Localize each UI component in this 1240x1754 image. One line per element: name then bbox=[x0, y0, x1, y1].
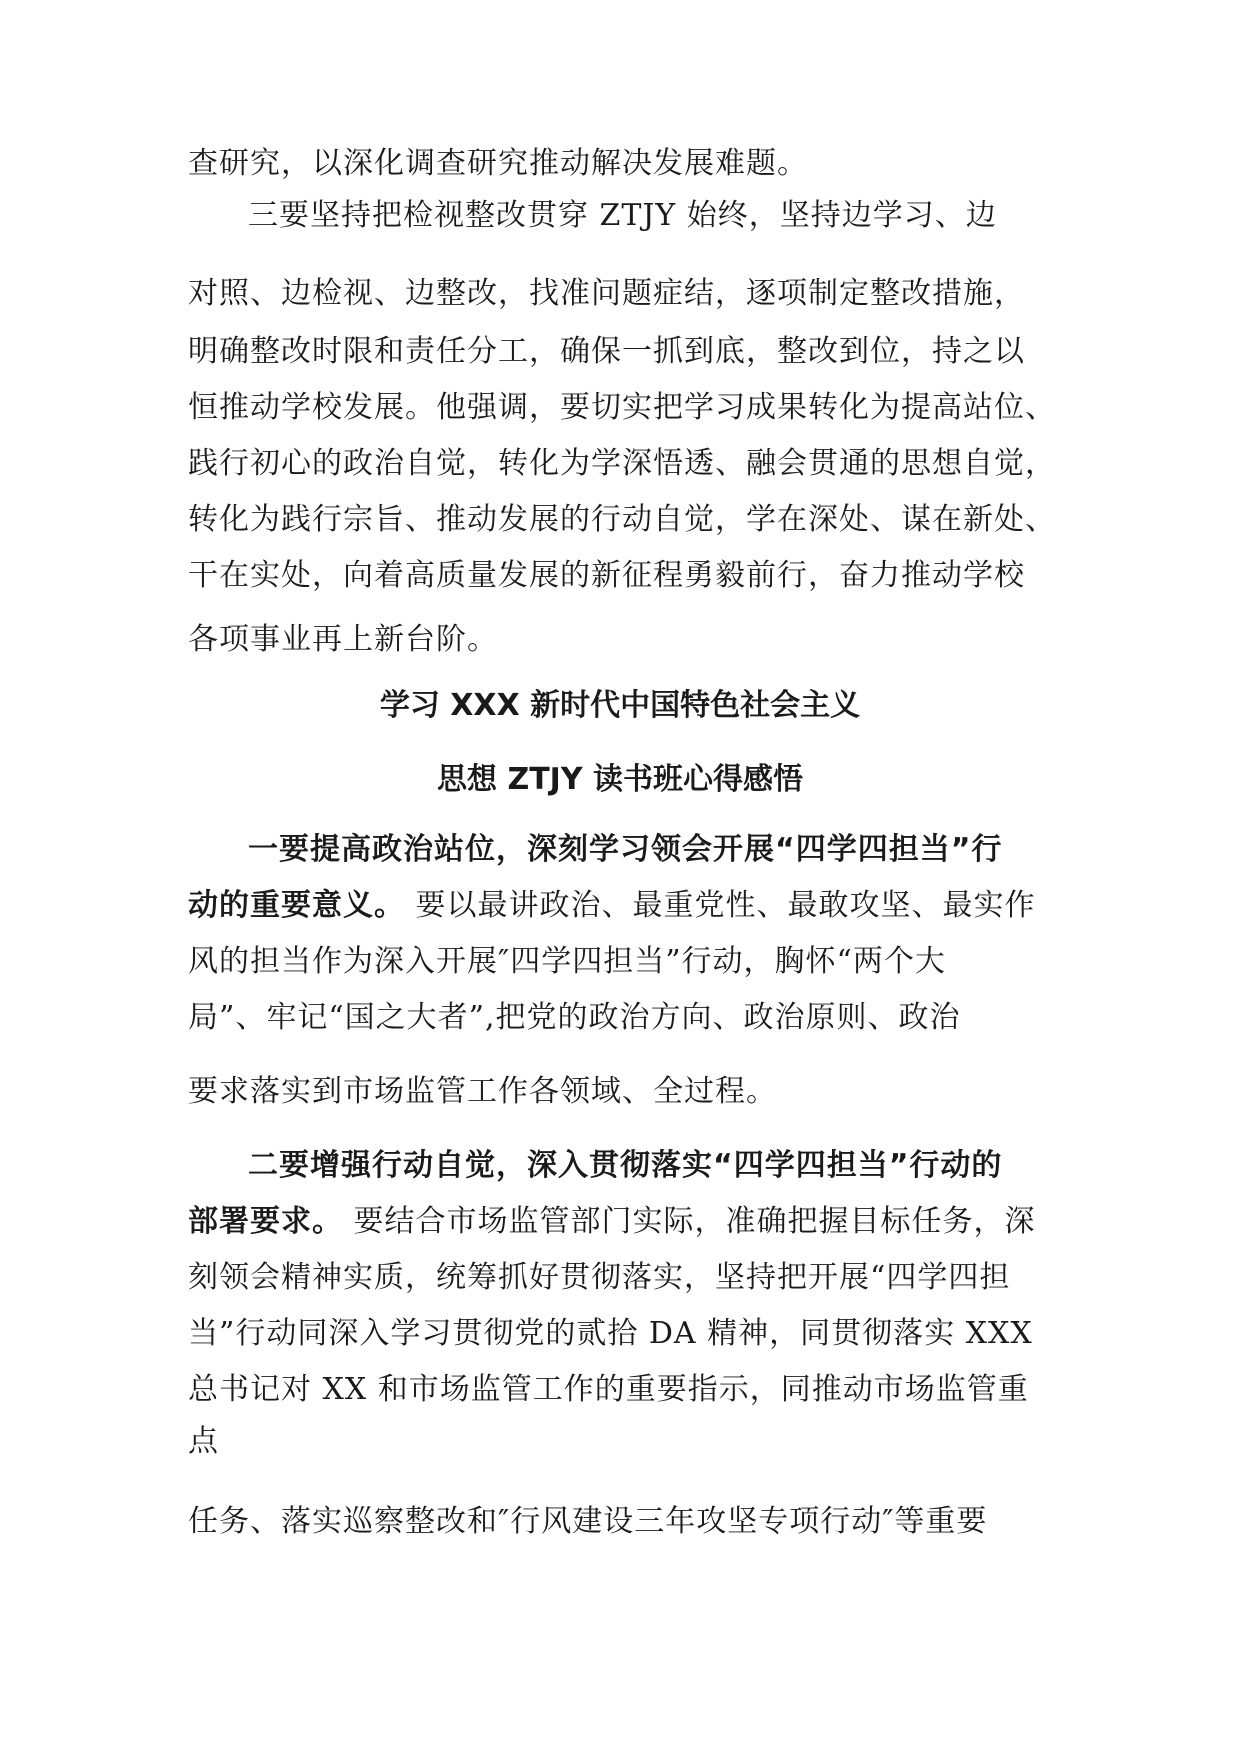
paragraph-line: 三要坚持把检视整改贯穿 ZTJY 始终，坚持边学习、边 bbox=[248, 198, 997, 233]
point-heading: 一要提高政治站位，深刻学习领会开展“四学四担当”行 bbox=[248, 832, 1003, 867]
point-heading-end: 动的重要意义。 bbox=[188, 888, 405, 923]
paragraph-line: 恒推动学校发展。他强调，要切实把学习成果转化为提高站位、 bbox=[188, 390, 1056, 425]
point-heading-end: 部署要求。 bbox=[188, 1204, 343, 1239]
paragraph-line: 干在实处，向着高质量发展的新征程勇毅前行，奋力推动学校 bbox=[188, 558, 1025, 593]
paragraph-line: 总书记对 XX 和市场监管工作的重要指示，同推动市场监管重 bbox=[188, 1372, 1029, 1407]
paragraph-line: 风的担当作为深入开展″四学四担当”行动，胸怀“两个大 bbox=[188, 944, 946, 979]
paragraph-line: 转化为践行宗旨、推动发展的行动自觉，学在深处、谋在新处、 bbox=[188, 502, 1056, 537]
paragraph-line: 要求落实到市场监管工作各领域、全过程。 bbox=[188, 1074, 777, 1109]
paragraph-text: 要以最讲政治、最重党性、最敢攻坚、最实作 bbox=[405, 888, 1036, 923]
point-heading: 二要增强行动自觉，深入贯彻落实“四学四担当”行动的 bbox=[248, 1148, 1003, 1183]
paragraph-line: 当”行动同深入学习贯彻党的贰拾 DA 精神，同贯彻落实 XXX bbox=[188, 1316, 1033, 1351]
paragraph-line: 对照、边检视、边整改，找准问题症结，逐项制定整改措施， bbox=[188, 276, 1025, 311]
paragraph-line: 点 bbox=[188, 1424, 219, 1459]
document-title-line-2: 思想 ZTJY 读书班心得感悟 bbox=[437, 762, 803, 797]
paragraph-line: 刻领会精神实质，统筹抓好贯彻落实，坚持把开展“四学四担 bbox=[188, 1260, 1011, 1295]
paragraph-line: 任务、落实巡察整改和″行风建设三年攻坚专项行动″等重要 bbox=[188, 1504, 988, 1539]
paragraph-line: 局”、牢记“国之大者”,把党的政治方向、政治原则、政治 bbox=[188, 1000, 961, 1035]
paragraph-line: 践行初心的政治自觉，转化为学深悟透、融会贯通的思想自觉， bbox=[188, 446, 1056, 481]
paragraph-line: 各项事业再上新台阶。 bbox=[188, 622, 498, 657]
paragraph-line bbox=[188, 1204, 1036, 1240]
paragraph-line: 查研究，以深化调查研究推动解决发展难题。 bbox=[188, 146, 808, 181]
paragraph-text: 要结合市场监管部门实际，准确把握目标任务，深 bbox=[343, 1204, 1036, 1239]
paragraph-line bbox=[188, 888, 1036, 924]
document-title-line-1: 学习 XXX 新时代中国特色社会主义 bbox=[379, 688, 861, 723]
paragraph-line: 明确整改时限和责任分工，确保一抓到底，整改到位，持之以 bbox=[188, 334, 1025, 369]
